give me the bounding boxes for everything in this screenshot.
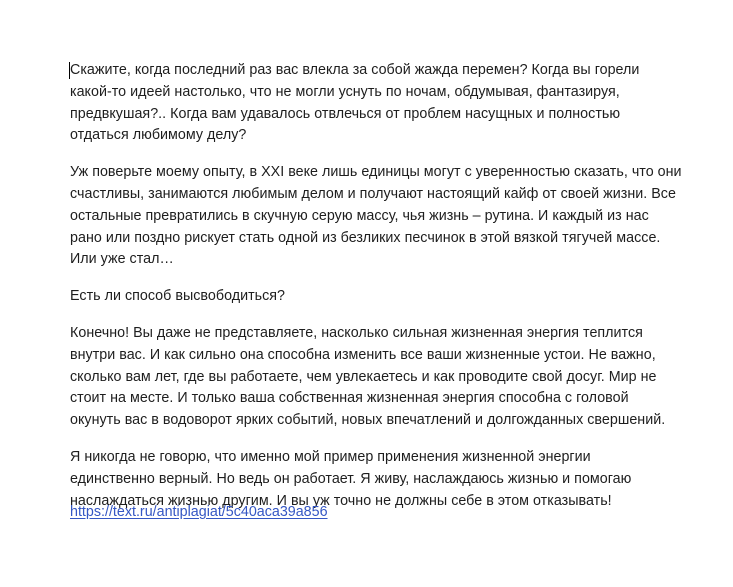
paragraph: Конечно! Вы даже не представляете, насколько сильная жизненная энергия теплится внутри вас. И как сильно она способна изменить все ваши жизненные устои. Не важно, сколько вам лет, где вы работаете, чем увлекаетесь и как проводите свой досуг. Мир не стоит на месте. И только ваша собственная жизненная энергия способна с головой окунуть вас в водоворот ярких событий, новых впечатлений и долгожданных свершений.	[70, 324, 666, 429]
paragraph: Есть ли способ высвободиться?	[70, 288, 286, 305]
paragraph: Уж поверьте моему опыту, в XXI веке лишь единицы могут с уверенностью сказать, что они счастливы, занимаются любимым делом и получают настоящий кайф от своей жизни. Все остальные превратились в скучную серую массу, чья жизнь – рутина. И каждый из нас рано или поздно рискует стать одной из безликих песчинок в этой вязкой тягучей массе. Или уже стал…	[70, 164, 686, 268]
document-text-body[interactable]	[70, 60, 684, 512]
paragraph: Я никогда не говорю, что именно мой пример применения жизненной энергии единственно верный. Но ведь он работает. Я живу, наслаждаюсь жизнью и помогаю наслаждаться жизнью другим. И вы уж точно не должны себе в этом отказывать!	[70, 448, 636, 509]
antiplagiat-link[interactable]: https://text.ru/antiplagiat/5c40aca39a856	[70, 504, 328, 520]
paragraph: Скажите, когда последний раз вас влекла за собой жажда перемен? Когда вы горели какой-то идеей настолько, что не могли уснуть по ночам, обдумывая, фантазируя, предвкушая?.. Когда вам удавалось отвлечься от проблем насущных и полностью отдаться любимому делу?	[70, 62, 644, 144]
link-row	[70, 502, 684, 522]
